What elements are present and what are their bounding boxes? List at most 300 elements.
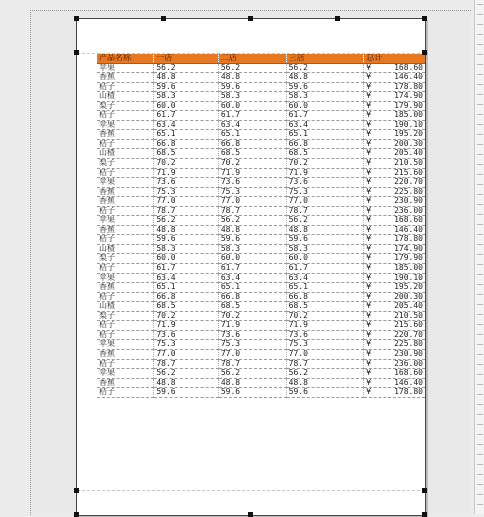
cell-product: 香蕉 xyxy=(97,378,154,388)
cell-store-1: 48.8 xyxy=(154,73,219,83)
currency-symbol: ¥ xyxy=(366,311,372,320)
ruler-tick xyxy=(477,104,483,105)
ruler-tick xyxy=(477,344,483,345)
cell-store-2: 58.3 xyxy=(218,244,286,254)
cell-product: 香蕉 xyxy=(97,130,154,140)
cell-store-1: 59.6 xyxy=(154,235,219,245)
cell-store-2: 56.2 xyxy=(218,216,286,226)
currency-symbol: ¥ xyxy=(366,282,372,292)
table-body xyxy=(97,63,425,397)
cell-store-1: 78.7 xyxy=(154,359,219,369)
ruler-tick xyxy=(477,384,483,385)
cell-store-2: 71.9 xyxy=(218,168,286,178)
table-row xyxy=(97,101,425,111)
cell-store-3: 71.9 xyxy=(286,321,364,331)
table-row xyxy=(97,340,425,350)
table-row xyxy=(97,130,425,140)
cell-product: 苹果 xyxy=(97,369,154,379)
cell-store-3: 48.8 xyxy=(286,73,364,83)
cell-total xyxy=(364,130,425,140)
cell-store-2: 61.7 xyxy=(218,264,286,274)
total-value: 225.80 xyxy=(394,339,423,349)
table-row xyxy=(97,264,425,274)
cell-store-1: 61.7 xyxy=(154,264,219,274)
cell-total xyxy=(364,120,425,130)
cell-store-3: 58.3 xyxy=(286,92,364,102)
cell-store-2: 66.8 xyxy=(218,292,286,302)
cell-total xyxy=(364,359,425,369)
cell-store-3: 77.0 xyxy=(286,349,364,359)
cell-product: 苹果 xyxy=(97,120,154,130)
cell-total xyxy=(364,302,425,312)
ruler-tick xyxy=(477,334,483,335)
ruler-tick xyxy=(477,194,483,195)
cell-store-3: 66.8 xyxy=(286,292,364,302)
ruler-tick xyxy=(477,134,483,135)
cell-store-2: 78.7 xyxy=(218,206,286,216)
ruler-tick xyxy=(477,284,483,285)
currency-symbol: ¥ xyxy=(366,148,372,158)
cell-total xyxy=(364,225,425,235)
currency-symbol: ¥ xyxy=(366,301,372,311)
cell-store-1: 68.5 xyxy=(154,149,219,159)
currency-symbol: ¥ xyxy=(366,63,372,72)
cell-store-3: 75.3 xyxy=(286,340,364,350)
total-value: 210.50 xyxy=(394,158,423,168)
cell-store-3: 58.3 xyxy=(286,244,364,254)
currency-symbol: ¥ xyxy=(366,378,372,387)
table-row xyxy=(97,388,425,398)
cell-product: 苹果 xyxy=(97,178,154,188)
cell-store-1: 56.2 xyxy=(154,369,219,379)
cell-store-1: 75.3 xyxy=(154,340,219,350)
table-row xyxy=(97,73,425,83)
total-value: 174.90 xyxy=(394,244,423,253)
table-row xyxy=(97,369,425,379)
ruler-tick xyxy=(477,494,483,495)
cell-total xyxy=(364,311,425,321)
cell-total xyxy=(364,330,425,340)
ruler-tick xyxy=(477,364,483,365)
cell-store-3: 56.2 xyxy=(286,369,364,379)
cell-product: 苹果 xyxy=(97,340,154,350)
ruler-tick xyxy=(477,264,483,265)
cell-store-3: 77.0 xyxy=(286,197,364,207)
cell-store-2: 68.5 xyxy=(218,302,286,312)
cell-store-3: 78.7 xyxy=(286,359,364,369)
cell-store-2: 63.4 xyxy=(218,273,286,283)
cell-store-1: 59.6 xyxy=(154,82,219,92)
currency-symbol: ¥ xyxy=(366,320,372,330)
ruler-tick xyxy=(477,404,483,405)
table-row xyxy=(97,244,425,254)
total-value: 178.80 xyxy=(394,387,423,397)
table-row xyxy=(97,321,425,331)
ruler-tick xyxy=(477,294,483,295)
total-value: 168.60 xyxy=(394,368,423,378)
ruler-tick xyxy=(477,414,483,415)
ruler-tick xyxy=(477,274,483,275)
currency-symbol: ¥ xyxy=(366,292,372,301)
vertical-ruler xyxy=(474,0,484,514)
cell-store-1: 58.3 xyxy=(154,92,219,102)
resize-handle[interactable] xyxy=(74,16,79,21)
print-preview-page xyxy=(76,18,426,516)
cell-store-2: 56.2 xyxy=(218,63,286,73)
cell-store-1: 60.0 xyxy=(154,254,219,264)
cell-total xyxy=(364,168,425,178)
cell-total xyxy=(364,63,425,73)
cell-store-2: 77.0 xyxy=(218,197,286,207)
cell-store-1: 63.4 xyxy=(154,120,219,130)
currency-symbol: ¥ xyxy=(366,330,372,339)
cell-total xyxy=(364,283,425,293)
total-value: 236.00 xyxy=(394,359,423,368)
cell-product: 香蕉 xyxy=(97,283,154,293)
total-value: 200.30 xyxy=(394,139,423,148)
cell-product: 苹果 xyxy=(97,273,154,283)
total-value: 168.60 xyxy=(394,63,423,72)
cell-product: 桔子 xyxy=(97,139,154,149)
currency-symbol: ¥ xyxy=(366,349,372,358)
total-value: 168.60 xyxy=(394,215,423,225)
ruler-tick xyxy=(477,484,483,485)
table-row xyxy=(97,187,425,197)
cell-product: 桔子 xyxy=(97,388,154,398)
resize-handle[interactable] xyxy=(422,488,427,493)
cell-total xyxy=(364,369,425,379)
table-row xyxy=(97,273,425,283)
cell-total xyxy=(364,292,425,302)
cell-total xyxy=(364,273,425,283)
total-value: 178.80 xyxy=(394,234,423,244)
spreadsheet-table xyxy=(97,54,425,398)
currency-symbol: ¥ xyxy=(366,244,372,253)
total-value: 195.20 xyxy=(394,282,423,292)
total-value: 205.40 xyxy=(394,301,423,311)
currency-symbol: ¥ xyxy=(366,253,372,263)
ruler-tick xyxy=(477,64,483,65)
cell-total xyxy=(364,178,425,188)
total-value: 215.60 xyxy=(394,168,423,177)
cell-product: 桔子 xyxy=(97,206,154,216)
cell-product: 香蕉 xyxy=(97,197,154,207)
resize-handle[interactable] xyxy=(74,50,79,55)
currency-symbol: ¥ xyxy=(366,129,372,139)
cell-product: 桔子 xyxy=(97,168,154,178)
resize-handle[interactable] xyxy=(74,512,79,517)
cell-total xyxy=(364,244,425,254)
cell-store-2: 75.3 xyxy=(218,187,286,197)
cell-product: 山楂 xyxy=(97,244,154,254)
currency-symbol: ¥ xyxy=(366,273,372,282)
currency-symbol: ¥ xyxy=(366,110,372,120)
cell-store-1: 71.9 xyxy=(154,168,219,178)
currency-symbol: ¥ xyxy=(366,120,372,129)
cell-store-2: 59.6 xyxy=(218,235,286,245)
ruler-tick xyxy=(477,314,483,315)
currency-symbol: ¥ xyxy=(366,206,372,215)
cell-total xyxy=(364,101,425,111)
ruler-tick xyxy=(477,444,483,445)
resize-handle[interactable] xyxy=(248,16,253,21)
cell-product: 香蕉 xyxy=(97,73,154,83)
cell-store-1: 66.8 xyxy=(154,292,219,302)
cell-store-1: 78.7 xyxy=(154,206,219,216)
cell-store-1: 48.8 xyxy=(154,378,219,388)
cell-store-2: 73.6 xyxy=(218,178,286,188)
cell-store-1: 70.2 xyxy=(154,159,219,169)
table-row xyxy=(97,292,425,302)
table-row xyxy=(97,82,425,92)
total-value: 179.90 xyxy=(394,101,423,110)
resize-handle[interactable] xyxy=(422,16,427,21)
cell-total xyxy=(364,73,425,83)
total-value: 195.20 xyxy=(394,129,423,139)
cell-total xyxy=(364,378,425,388)
cell-store-2: 48.8 xyxy=(218,73,286,83)
cell-total xyxy=(364,216,425,226)
cell-store-3: 61.7 xyxy=(286,264,364,274)
ruler-tick xyxy=(477,424,483,425)
cell-product: 香蕉 xyxy=(97,349,154,359)
cell-store-3: 70.2 xyxy=(286,311,364,321)
resize-handle[interactable] xyxy=(74,488,79,493)
cell-store-3: 63.4 xyxy=(286,273,364,283)
column-header-total: 总计 xyxy=(364,54,425,63)
cell-total xyxy=(364,197,425,207)
ruler-tick xyxy=(477,464,483,465)
cell-store-1: 66.8 xyxy=(154,139,219,149)
cell-store-3: 48.8 xyxy=(286,378,364,388)
total-value: 146.40 xyxy=(394,225,423,234)
ruler-tick xyxy=(477,44,483,45)
cell-product: 桔子 xyxy=(97,321,154,331)
total-value: 146.40 xyxy=(394,72,423,82)
cell-store-3: 65.1 xyxy=(286,283,364,293)
cell-store-2: 63.4 xyxy=(218,120,286,130)
currency-symbol: ¥ xyxy=(366,196,372,206)
ruler-tick xyxy=(477,174,483,175)
cell-store-2: 59.6 xyxy=(218,388,286,398)
table-row xyxy=(97,120,425,130)
cell-total xyxy=(364,235,425,245)
ruler-tick xyxy=(477,34,483,35)
ruler-tick xyxy=(477,234,483,235)
ruler-tick xyxy=(477,54,483,55)
ruler-tick xyxy=(477,94,483,95)
cell-store-1: 73.6 xyxy=(154,178,219,188)
cell-store-2: 77.0 xyxy=(218,349,286,359)
ruler-tick xyxy=(477,4,483,5)
cell-product: 山楂 xyxy=(97,92,154,102)
total-value: 236.00 xyxy=(394,206,423,215)
cell-product: 梨子 xyxy=(97,101,154,111)
column-header-product: 产品名称 xyxy=(97,54,154,63)
cell-product: 梨子 xyxy=(97,311,154,321)
total-value: 185.00 xyxy=(394,263,423,273)
cell-total xyxy=(364,254,425,264)
cell-store-2: 56.2 xyxy=(218,369,286,379)
cell-total xyxy=(364,139,425,149)
ruler-tick xyxy=(477,154,483,155)
cell-product: 桔子 xyxy=(97,330,154,340)
currency-symbol: ¥ xyxy=(366,72,372,82)
cell-product: 香蕉 xyxy=(97,225,154,235)
cell-product: 山楂 xyxy=(97,302,154,312)
cell-store-1: 77.0 xyxy=(154,349,219,359)
table-row xyxy=(97,139,425,149)
table-header-row xyxy=(97,54,425,63)
cell-store-3: 59.6 xyxy=(286,235,364,245)
currency-symbol: ¥ xyxy=(366,339,372,349)
ruler-tick xyxy=(477,74,483,75)
table-row xyxy=(97,225,425,235)
cell-store-3: 60.0 xyxy=(286,101,364,111)
cell-store-3: 60.0 xyxy=(286,254,364,264)
ruler-tick xyxy=(477,204,483,205)
cell-store-2: 60.0 xyxy=(218,101,286,111)
table-row xyxy=(97,168,425,178)
ruler-tick xyxy=(477,84,483,85)
cell-store-3: 68.5 xyxy=(286,149,364,159)
cell-store-1: 75.3 xyxy=(154,187,219,197)
ruler-tick xyxy=(477,454,483,455)
table-row xyxy=(97,359,425,369)
cell-store-1: 56.2 xyxy=(154,216,219,226)
cell-store-2: 48.8 xyxy=(218,225,286,235)
cell-store-1: 71.9 xyxy=(154,321,219,331)
ruler-tick xyxy=(477,124,483,125)
ruler-tick xyxy=(477,214,483,215)
total-value: 230.90 xyxy=(394,349,423,358)
cell-store-1: 70.2 xyxy=(154,311,219,321)
column-header-store-2: 二店 xyxy=(218,54,286,63)
cell-store-2: 78.7 xyxy=(218,359,286,369)
ruler-tick xyxy=(477,434,483,435)
cell-store-3: 59.6 xyxy=(286,388,364,398)
table-row xyxy=(97,235,425,245)
cell-product: 桔子 xyxy=(97,264,154,274)
cell-product: 梨子 xyxy=(97,254,154,264)
table-row xyxy=(97,311,425,321)
resize-handle[interactable] xyxy=(161,16,166,21)
cell-store-3: 70.2 xyxy=(286,159,364,169)
cell-total xyxy=(364,159,425,169)
cell-store-3: 68.5 xyxy=(286,302,364,312)
resize-handle[interactable] xyxy=(422,512,427,517)
ruler-tick xyxy=(477,144,483,145)
ruler-tick xyxy=(477,24,483,25)
table-row xyxy=(97,159,425,169)
ruler-tick xyxy=(477,374,483,375)
currency-symbol: ¥ xyxy=(366,158,372,168)
cell-store-2: 48.8 xyxy=(218,378,286,388)
currency-symbol: ¥ xyxy=(366,234,372,244)
cell-store-2: 70.2 xyxy=(218,311,286,321)
resize-handle[interactable] xyxy=(248,512,253,517)
table-row xyxy=(97,330,425,340)
cell-store-2: 70.2 xyxy=(218,159,286,169)
column-header-store-3: 三店 xyxy=(286,54,364,63)
currency-symbol: ¥ xyxy=(366,139,372,148)
currency-symbol: ¥ xyxy=(366,368,372,378)
table-row xyxy=(97,302,425,312)
cell-store-1: 58.3 xyxy=(154,244,219,254)
cell-total xyxy=(364,187,425,197)
cell-store-1: 48.8 xyxy=(154,225,219,235)
currency-symbol: ¥ xyxy=(366,177,372,187)
ruler-tick xyxy=(477,164,483,165)
total-value: 185.00 xyxy=(394,110,423,120)
cell-product: 桔子 xyxy=(97,111,154,121)
cell-store-2: 65.1 xyxy=(218,283,286,293)
cell-store-2: 65.1 xyxy=(218,130,286,140)
currency-symbol: ¥ xyxy=(366,101,372,110)
table-row xyxy=(97,149,425,159)
total-value: 215.60 xyxy=(394,320,423,330)
cell-total xyxy=(364,321,425,331)
table-row xyxy=(97,254,425,264)
ruler-tick xyxy=(477,14,483,15)
cell-store-2: 58.3 xyxy=(218,92,286,102)
table-row xyxy=(97,349,425,359)
total-value: 205.40 xyxy=(394,148,423,158)
resize-handle[interactable] xyxy=(335,16,340,21)
total-value: 190.10 xyxy=(394,120,423,129)
cell-total xyxy=(364,149,425,159)
cell-store-2: 66.8 xyxy=(218,139,286,149)
cell-store-3: 59.6 xyxy=(286,82,364,92)
cell-store-2: 60.0 xyxy=(218,254,286,264)
currency-symbol: ¥ xyxy=(366,359,372,368)
cell-store-3: 63.4 xyxy=(286,120,364,130)
cell-total xyxy=(364,340,425,350)
cell-store-1: 60.0 xyxy=(154,101,219,111)
cell-store-2: 59.6 xyxy=(218,82,286,92)
cell-store-3: 66.8 xyxy=(286,139,364,149)
table-row xyxy=(97,63,425,73)
cell-store-3: 71.9 xyxy=(286,168,364,178)
cell-product: 桔子 xyxy=(97,292,154,302)
currency-symbol: ¥ xyxy=(366,187,372,196)
cell-store-1: 65.1 xyxy=(154,283,219,293)
cell-store-3: 73.6 xyxy=(286,330,364,340)
cell-store-3: 78.7 xyxy=(286,206,364,216)
resize-handle[interactable] xyxy=(422,50,427,55)
currency-symbol: ¥ xyxy=(366,387,372,397)
cell-store-3: 73.6 xyxy=(286,178,364,188)
currency-symbol: ¥ xyxy=(366,263,372,273)
total-value: 220.70 xyxy=(394,177,423,187)
cell-store-3: 48.8 xyxy=(286,225,364,235)
ruler-tick xyxy=(477,184,483,185)
cell-product: 桔子 xyxy=(97,359,154,369)
cell-store-1: 56.2 xyxy=(154,63,219,73)
table-row xyxy=(97,216,425,226)
page-header-area[interactable] xyxy=(77,19,425,54)
cell-store-1: 63.4 xyxy=(154,273,219,283)
ruler-tick xyxy=(477,474,483,475)
cell-total xyxy=(364,388,425,398)
cell-product: 苹果 xyxy=(97,216,154,226)
currency-symbol: ¥ xyxy=(366,168,372,177)
cell-product: 梨子 xyxy=(97,159,154,169)
cell-total xyxy=(364,92,425,102)
ruler-tick xyxy=(477,304,483,305)
total-value: 220.70 xyxy=(394,330,423,339)
ruler-tick xyxy=(477,354,483,355)
